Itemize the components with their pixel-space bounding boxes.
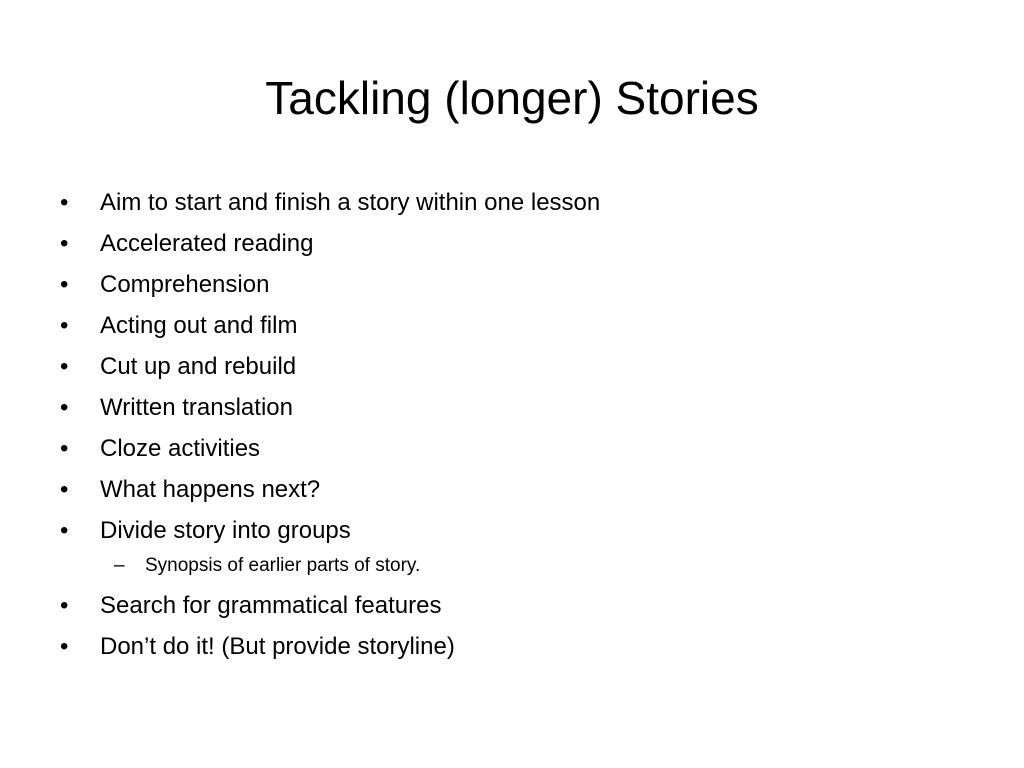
bullet-icon: •: [60, 517, 69, 544]
bullet-icon: •: [60, 312, 69, 339]
bullet-text: Written translation: [100, 394, 293, 421]
bullet-icon: •: [60, 394, 69, 421]
bullet-icon: •: [60, 435, 69, 462]
bullet-item: [60, 510, 960, 585]
bullet-item: [60, 182, 960, 223]
bullet-item: [60, 305, 960, 346]
bullet-list: [60, 182, 960, 667]
bullet-item: [60, 223, 960, 264]
bullet-item: [60, 626, 960, 667]
sub-bullet-text: Synopsis of earlier parts of story.: [145, 555, 421, 576]
bullet-text: Aim to start and finish a story within one lesson: [100, 189, 601, 216]
bullet-item: [60, 346, 960, 387]
sub-bullet-item: [100, 551, 960, 585]
bullet-text: Don’t do it! (But provide storyline): [100, 633, 455, 660]
bullet-item: [60, 428, 960, 469]
bullet-item: [60, 387, 960, 428]
bullet-text: Accelerated reading: [100, 230, 314, 257]
bullet-icon: •: [60, 592, 69, 619]
bullet-icon: •: [60, 476, 69, 503]
dash-icon: –: [114, 555, 125, 576]
bullet-text: Cut up and rebuild: [100, 353, 297, 380]
bullet-text: Search for grammatical features: [100, 592, 442, 619]
bullet-text: Acting out and film: [100, 312, 298, 339]
bullet-icon: •: [60, 271, 69, 298]
bullet-icon: •: [60, 353, 69, 380]
bullet-item: [60, 585, 960, 626]
bullet-icon: •: [60, 633, 69, 660]
slide-title: Tackling (longer) Stories: [265, 72, 759, 124]
bullet-item: [60, 469, 960, 510]
bullet-text: Comprehension: [100, 271, 270, 298]
bullet-icon: •: [60, 230, 69, 257]
sub-bullet-list: [100, 551, 960, 585]
bullet-icon: •: [60, 189, 69, 216]
bullet-text: Cloze activities: [100, 435, 261, 462]
bullet-text: What happens next?: [100, 476, 321, 503]
bullet-item: [60, 264, 960, 305]
bullet-text: Divide story into groups: [100, 517, 351, 544]
